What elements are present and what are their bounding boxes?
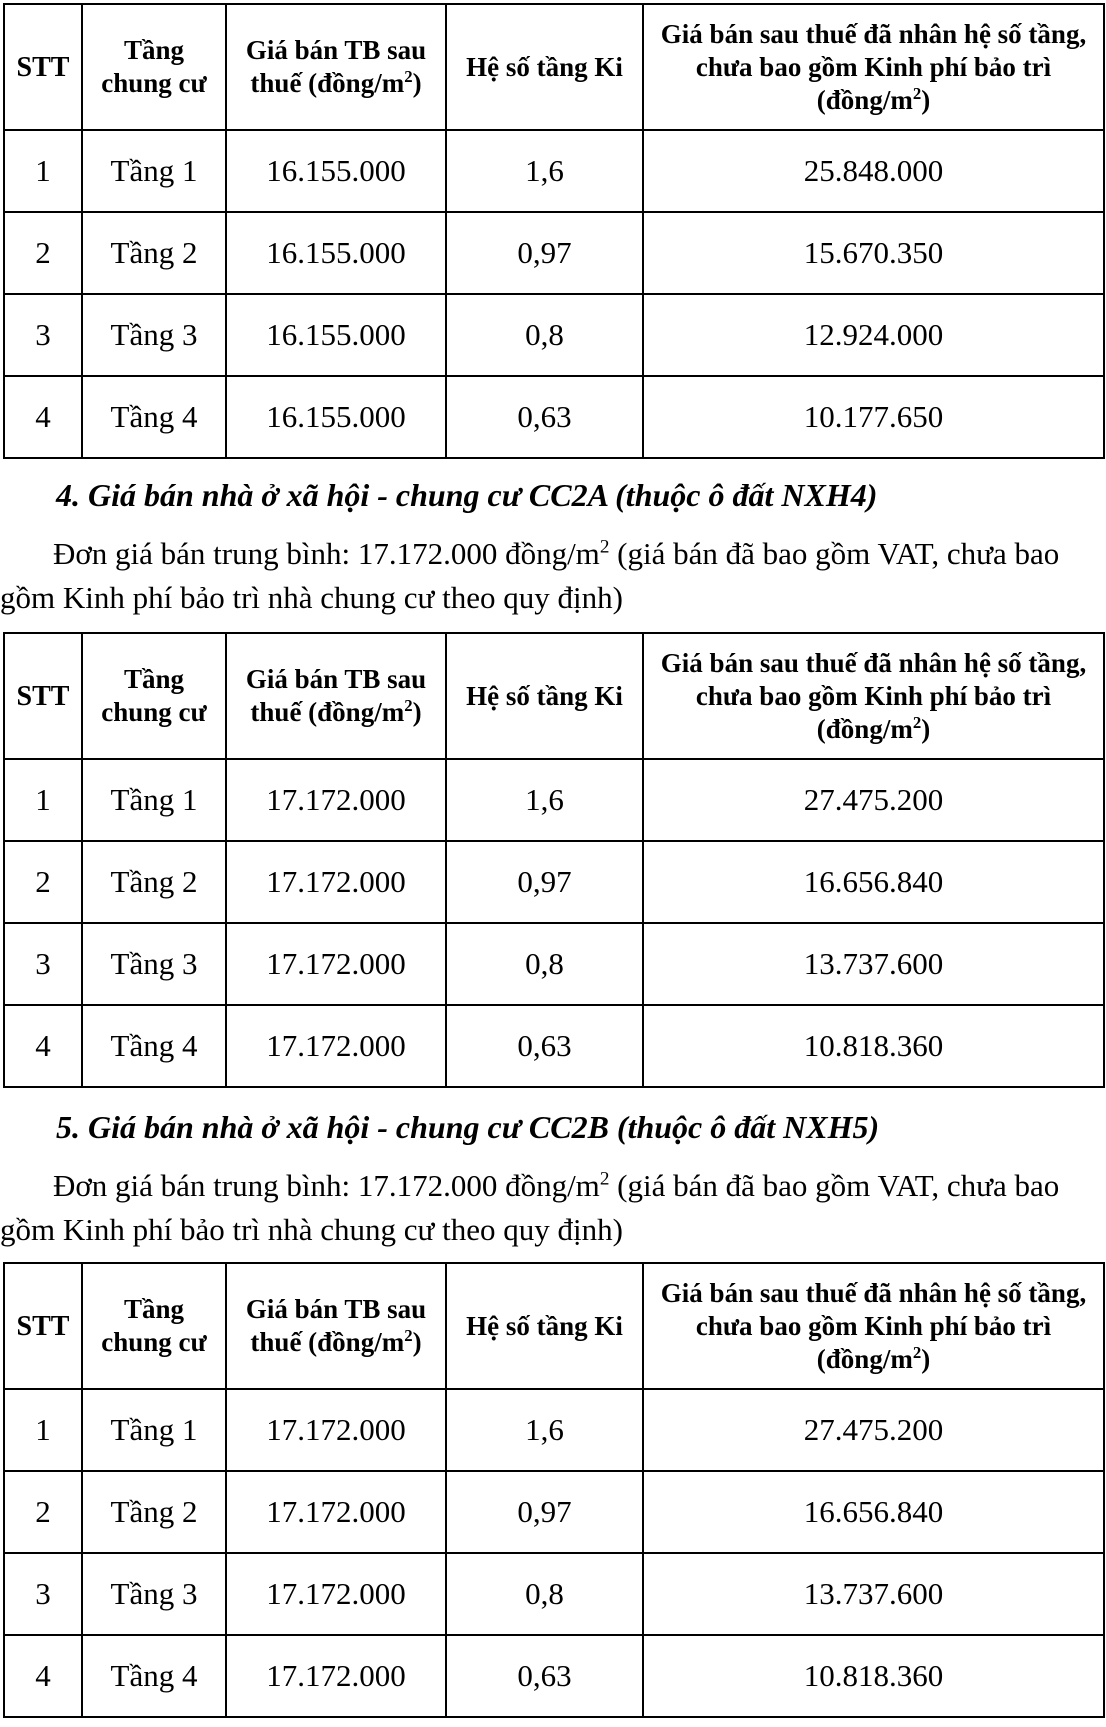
cell-final-price: 27.475.200 [643, 1389, 1104, 1471]
cell-coef: 0,63 [446, 1005, 643, 1087]
section-text-4-rest: (giá bán đã bao gồm VAT, chưa bao gồm Kinh phí bảo trì nhà chung cư theo quy định) [0, 536, 1060, 615]
cell-stt: 2 [4, 841, 82, 923]
price-table-1 [3, 3, 1105, 459]
header-final-price [643, 1263, 1104, 1389]
cell-floor: Tầng 4 [82, 1635, 226, 1717]
header-avg-price-sup: 2 [404, 67, 413, 86]
header-final-price-sup: 2 [912, 83, 922, 103]
cell-final-price: 10.818.360 [643, 1635, 1104, 1717]
table-row [4, 1553, 1104, 1635]
header-final-price-close: ) [921, 84, 931, 115]
section-text-5-main: Đơn giá bán trung bình: 17.172.000 đồng/m [53, 1168, 600, 1203]
header-avg-price-sup: 2 [404, 696, 413, 715]
section-text-4-main: Đơn giá bán trung bình: 17.172.000 đồng/m [53, 536, 600, 571]
cell-stt: 1 [4, 1389, 82, 1471]
cell-stt: 1 [4, 130, 82, 212]
cell-avg-price: 17.172.000 [226, 923, 446, 1005]
section-text-5-sup: 2 [599, 1168, 610, 1190]
header-avg-price-close: ) [412, 1327, 422, 1357]
cell-floor: Tầng 1 [82, 759, 226, 841]
cell-stt: 4 [4, 376, 82, 458]
cell-coef: 0,63 [446, 1635, 643, 1717]
cell-floor: Tầng 1 [82, 130, 226, 212]
cell-floor: Tầng 3 [82, 923, 226, 1005]
table-row [4, 376, 1104, 458]
header-final-price-sup: 2 [912, 1342, 922, 1362]
table-row [4, 759, 1104, 841]
cell-final-price: 12.924.000 [643, 294, 1104, 376]
table-row [4, 1389, 1104, 1471]
table-row [4, 923, 1104, 1005]
cell-floor: Tầng 1 [82, 1389, 226, 1471]
header-avg-price [226, 1263, 446, 1389]
table-row [4, 212, 1104, 294]
cell-floor: Tầng 2 [82, 212, 226, 294]
price-table-2 [3, 632, 1105, 1088]
cell-final-price: 13.737.600 [643, 1553, 1104, 1635]
cell-final-price: 16.656.840 [643, 841, 1104, 923]
cell-final-price: 13.737.600 [643, 923, 1104, 1005]
header-final-price-sup: 2 [912, 712, 922, 732]
cell-stt: 1 [4, 759, 82, 841]
cell-floor: Tầng 4 [82, 376, 226, 458]
header-avg-price [226, 4, 446, 130]
cell-coef: 0,97 [446, 841, 643, 923]
cell-final-price: 27.475.200 [643, 759, 1104, 841]
header-avg-price-text: Giá bán TB sau thuế (đồng/m [245, 664, 427, 727]
cell-avg-price: 17.172.000 [226, 1471, 446, 1553]
cell-coef: 0,97 [446, 212, 643, 294]
table-row [4, 841, 1104, 923]
header-coef: Hệ số tầng Ki [446, 633, 643, 759]
header-final-price-text: Giá bán sau thuế đã nhân hệ số tầng, chưa bao gồm Kinh phí bảo trì (đồng/m [660, 18, 1087, 115]
table-header-row [4, 4, 1104, 130]
header-coef: Hệ số tầng Ki [446, 4, 643, 130]
cell-avg-price: 16.155.000 [226, 130, 446, 212]
header-floor: Tầng chung cư [82, 1263, 226, 1389]
cell-avg-price: 17.172.000 [226, 1635, 446, 1717]
table-row [4, 294, 1104, 376]
cell-avg-price: 17.172.000 [226, 1389, 446, 1471]
header-stt: STT [4, 1263, 82, 1389]
header-avg-price-text: Giá bán TB sau thuế (đồng/m [245, 35, 427, 98]
cell-final-price: 25.848.000 [643, 130, 1104, 212]
cell-coef: 0,8 [446, 1553, 643, 1635]
header-avg-price-text: Giá bán TB sau thuế (đồng/m [245, 1294, 427, 1357]
header-floor: Tầng chung cư [82, 4, 226, 130]
cell-coef: 0,97 [446, 1471, 643, 1553]
cell-avg-price: 17.172.000 [226, 759, 446, 841]
cell-stt: 4 [4, 1005, 82, 1087]
cell-avg-price: 16.155.000 [226, 294, 446, 376]
cell-coef: 1,6 [446, 759, 643, 841]
table-header-row [4, 633, 1104, 759]
cell-final-price: 16.656.840 [643, 1471, 1104, 1553]
section-text-4 [0, 532, 1100, 620]
cell-avg-price: 16.155.000 [226, 376, 446, 458]
cell-floor: Tầng 3 [82, 1553, 226, 1635]
cell-coef: 1,6 [446, 1389, 643, 1471]
cell-final-price: 10.177.650 [643, 376, 1104, 458]
section-heading-4: 4. Giá bán nhà ở xã hội - chung cư CC2A (thuộc ô đất NXH4) [56, 477, 878, 513]
cell-avg-price: 17.172.000 [226, 1553, 446, 1635]
cell-avg-price: 17.172.000 [226, 1005, 446, 1087]
header-avg-price-close: ) [412, 697, 422, 727]
cell-coef: 1,6 [446, 130, 643, 212]
cell-floor: Tầng 2 [82, 1471, 226, 1553]
cell-stt: 3 [4, 923, 82, 1005]
table-row [4, 130, 1104, 212]
header-final-price-text: Giá bán sau thuế đã nhân hệ số tầng, chưa bao gồm Kinh phí bảo trì (đồng/m [660, 1277, 1087, 1374]
header-stt: STT [4, 4, 82, 130]
cell-stt: 3 [4, 294, 82, 376]
header-avg-price-close: ) [412, 68, 422, 98]
cell-stt: 4 [4, 1635, 82, 1717]
section-text-5-rest: (giá bán đã bao gồm VAT, chưa bao gồm Kinh phí bảo trì nhà chung cư theo quy định) [0, 1168, 1060, 1247]
section-text-5 [0, 1164, 1100, 1252]
cell-stt: 2 [4, 212, 82, 294]
cell-coef: 0,8 [446, 923, 643, 1005]
cell-coef: 0,63 [446, 376, 643, 458]
section-text-4-sup: 2 [599, 536, 610, 558]
header-floor: Tầng chung cư [82, 633, 226, 759]
header-final-price-close: ) [921, 713, 931, 744]
header-final-price-close: ) [921, 1343, 931, 1374]
cell-floor: Tầng 2 [82, 841, 226, 923]
cell-floor: Tầng 4 [82, 1005, 226, 1087]
table-row [4, 1471, 1104, 1553]
cell-avg-price: 16.155.000 [226, 212, 446, 294]
cell-avg-price: 17.172.000 [226, 841, 446, 923]
section-heading-5: 5. Giá bán nhà ở xã hội - chung cư CC2B (thuộc ô đất NXH5) [56, 1109, 880, 1145]
header-avg-price [226, 633, 446, 759]
table-header-row [4, 1263, 1104, 1389]
header-coef: Hệ số tầng Ki [446, 1263, 643, 1389]
header-stt: STT [4, 633, 82, 759]
cell-coef: 0,8 [446, 294, 643, 376]
table-row [4, 1635, 1104, 1717]
cell-final-price: 15.670.350 [643, 212, 1104, 294]
header-avg-price-sup: 2 [404, 1326, 413, 1345]
cell-stt: 2 [4, 1471, 82, 1553]
cell-final-price: 10.818.360 [643, 1005, 1104, 1087]
price-table-3 [3, 1262, 1105, 1718]
cell-floor: Tầng 3 [82, 294, 226, 376]
table-row [4, 1005, 1104, 1087]
header-final-price [643, 4, 1104, 130]
header-final-price [643, 633, 1104, 759]
cell-stt: 3 [4, 1553, 82, 1635]
header-final-price-text: Giá bán sau thuế đã nhân hệ số tầng, chưa bao gồm Kinh phí bảo trì (đồng/m [660, 647, 1087, 744]
